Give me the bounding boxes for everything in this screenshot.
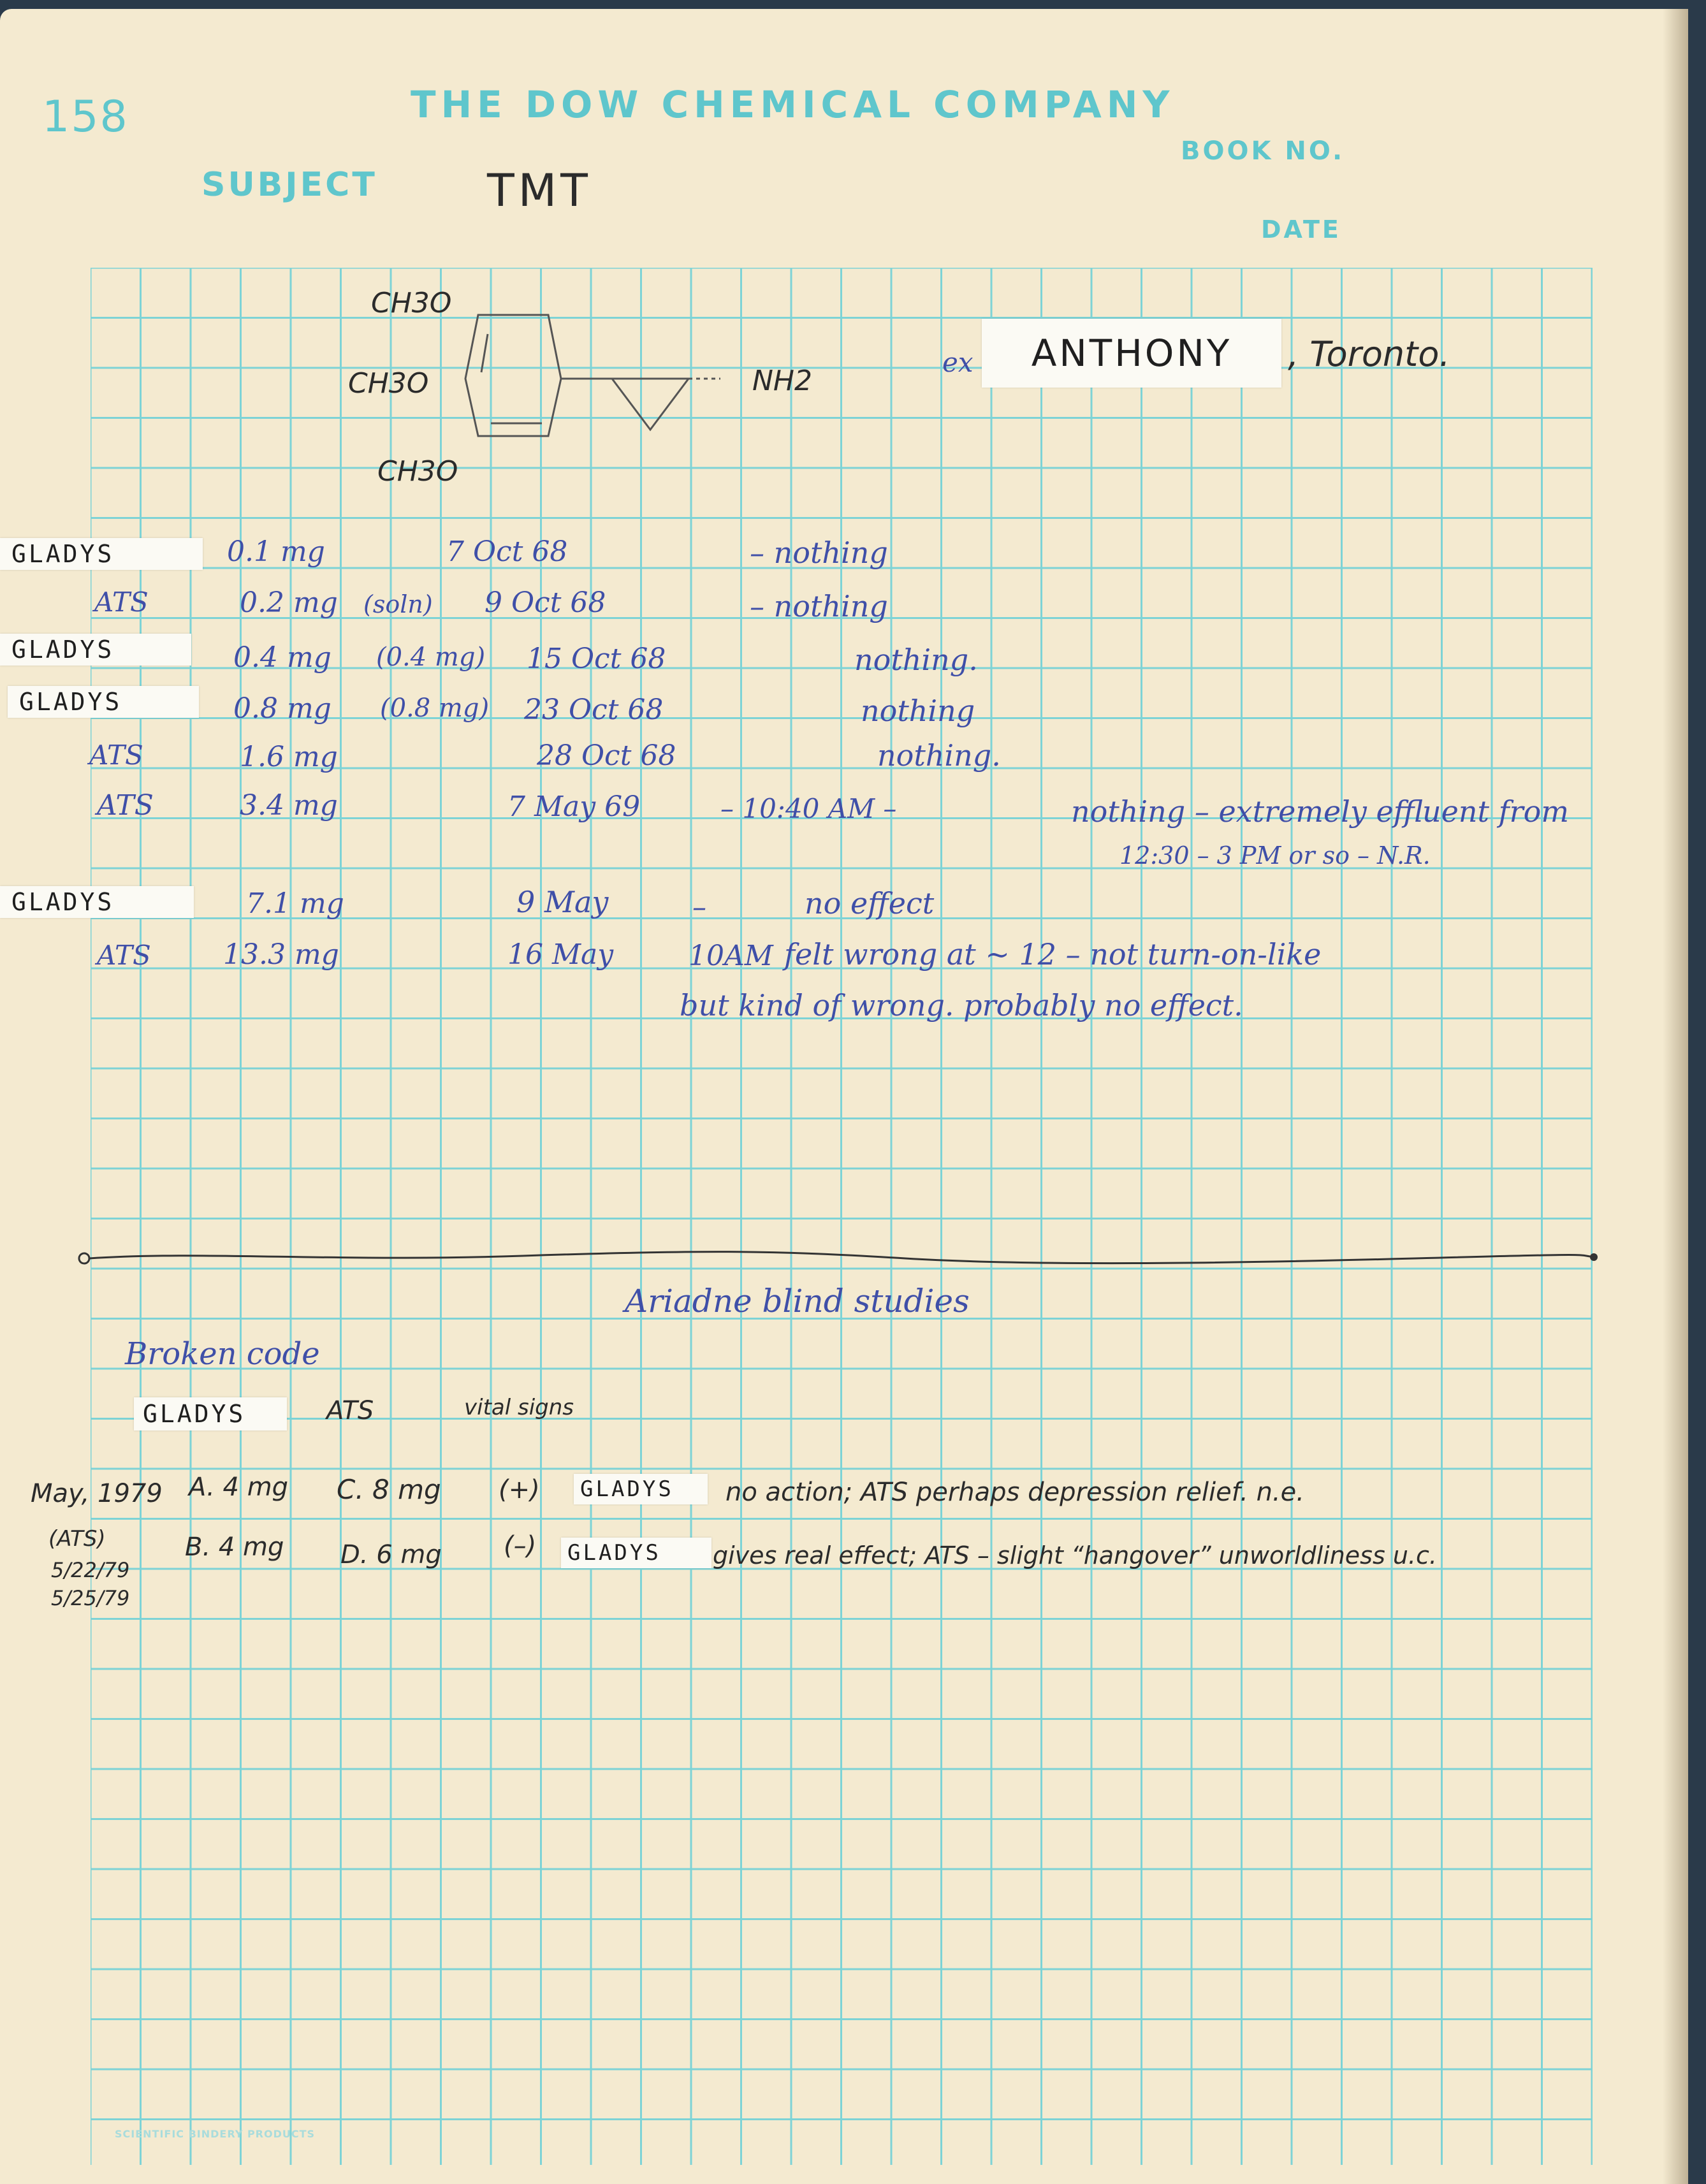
subject-label: GLADYS [0,538,203,570]
column-ats: ATS [326,1396,374,1425]
code-d: D. 6 mg [340,1540,442,1569]
column-vital-signs: vital signs [464,1395,574,1420]
subject-label: GLADYS [8,686,199,718]
book-no-label: BOOK NO. [1181,136,1345,166]
date: 28 Oct 68 [537,739,676,772]
date: 15 Oct 68 [527,643,666,675]
result: – nothing [750,589,888,623]
date: 7 May 69 [507,790,641,823]
dose: 0.2 mg [240,586,338,619]
substituent-3: CH3O [377,455,458,488]
dose: 0.4 mg [233,641,332,674]
code-a: A. 4 mg [189,1473,289,1502]
blind-studies-title: Ariadne blind studies [625,1283,970,1320]
result: nothing [861,694,975,728]
amine-group: NH2 [752,365,812,397]
subject-label: GLADYS [0,886,194,918]
note: (soln) [363,590,433,618]
vital-sign: (–) [504,1531,537,1561]
code-c: C. 8 mg [337,1474,441,1505]
dose: 3.4 mg [240,789,338,822]
outcome: no action; ATS perhaps depression relief. n.e. [725,1478,1304,1507]
result: nothing – extremely effluent from [1071,794,1569,829]
company-name: THE DOW CHEMICAL COMPANY [411,83,1175,126]
outcome: gives real effect; ATS – slight “hangover” unworldliness u.c. [713,1541,1437,1569]
substituent-2: CH3O [348,367,429,400]
subject-initials: ATS [89,739,143,771]
source-city: , Toronto. [1288,334,1450,374]
dose: 7.1 mg [246,887,344,920]
result: nothing. [877,738,1001,773]
vital-sign: (+) [499,1475,540,1504]
source-prefix: ex [942,347,973,378]
subject-label: SUBJECT [201,166,377,204]
note: (0.8 mg) [380,694,490,723]
result-continued: but kind of wrong. probably no effect. [680,988,1243,1023]
note: (0.4 mg) [376,643,486,672]
page-edge-shadow [1663,9,1688,2184]
result: nothing. [854,643,978,677]
date-label: DATE [1261,215,1341,244]
subject-initials: ATS [94,586,149,618]
time: – 10:40 AM – [720,793,897,824]
date: 7 Oct 68 [446,535,568,568]
result-continued: 12:30 – 3 PM or so – N.R. [1119,841,1431,870]
bindery-imprint: SCIENTIFIC BINDERY PRODUCTS [115,2128,316,2140]
subject-label: GLADYS [0,634,191,666]
time: – [692,891,706,924]
subject-value: TMT [487,164,592,217]
dose: 0.8 mg [233,692,332,725]
subject-initials: ATS [97,940,151,971]
subject-initials: ATS [97,789,154,822]
date: 9 May [516,885,609,919]
subject-label: GLADYS [561,1538,711,1568]
date: 23 Oct 68 [524,694,664,726]
row-date-extra: 5/22/79 [51,1558,130,1582]
notebook-page [0,9,1688,2184]
broken-code-label: Broken code [125,1336,320,1372]
dose: 1.6 mg [240,741,338,773]
result: – nothing [750,535,888,570]
time: 10AM [689,940,773,972]
subject-label: GLADYS [574,1474,708,1504]
date: 16 May [507,938,614,971]
result: no effect [805,886,935,921]
column-gladys-label: GLADYS [134,1397,287,1431]
code-b: B. 4 mg [185,1532,284,1562]
date: 9 Oct 68 [485,586,606,619]
substituent-1: CH3O [371,287,452,319]
row-date: May, 1979 [31,1479,163,1508]
divider-line [77,1246,1607,1271]
row-date-extra: 5/25/79 [51,1586,130,1610]
page-number: 158 [42,92,129,142]
dose: 13.3 mg [223,938,339,971]
dose: 0.1 mg [227,535,325,568]
source-name-label: ANTHONY [982,319,1281,388]
result: felt wrong at ~ 12 – not turn-on-like [784,937,1322,972]
row-date: (ATS) [48,1526,106,1552]
